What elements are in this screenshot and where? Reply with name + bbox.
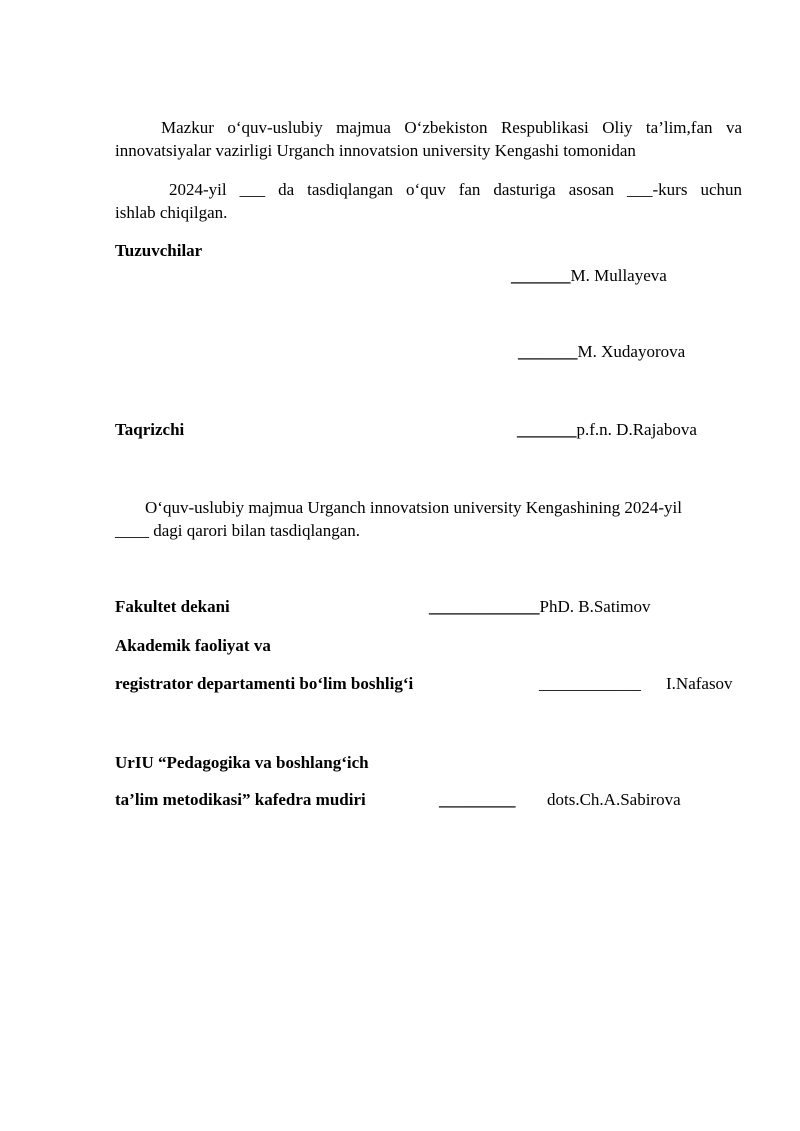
dean-name: PhD. B.Satimov — [539, 597, 651, 616]
dean-blank: _____________ — [429, 597, 540, 616]
intro-line-3: 2024-yil ___ da tasdiqlangan o‘quv fan dasturiga asosan ___-kurs uchun — [169, 180, 742, 199]
intro-line-1: Mazkur o‘quv-uslubiy majmua O‘zbekiston Respublikasi Oliy ta’lim,fan va — [161, 118, 742, 137]
approval-line-1: O‘quv-uslubiy majmua Urganch innovatsion university Kengashining 2024-yil — [145, 498, 683, 517]
reviewer-signature — [517, 420, 697, 440]
chair-name: dots.Ch.A.Sabirova — [547, 790, 681, 809]
authors-heading: Tuzuvchilar — [115, 241, 203, 260]
author-2-signature — [518, 342, 685, 362]
reviewer-label: Taqrizchi — [115, 420, 185, 439]
intro-line-2: innovatsiyalar vazirligi Urganch innovatsion university Kengashi tomonidan — [115, 141, 636, 160]
academic-label-line-1: Akademik faoliyat va — [115, 636, 271, 655]
dean-signature — [429, 597, 651, 617]
author-1-signature — [511, 266, 667, 286]
chair-label-line-2: ta’lim metodikasi” kafedra mudiri — [115, 790, 366, 809]
intro-paragraph-2 — [115, 178, 742, 224]
author-2-name: M. Xudayorova — [577, 342, 686, 361]
intro-line-4: ishlab chiqilgan. — [115, 203, 228, 222]
author-1-blank: _______ — [511, 266, 571, 285]
academic-blank: ____________ — [539, 674, 641, 693]
author-1-name: M. Mullayeva — [570, 266, 667, 285]
approval-line-2: ____ dagi qarori bilan tasdiqlangan. — [115, 521, 361, 540]
academic-label-line-2: registrator departamenti bo‘lim boshlig‘i — [115, 674, 414, 693]
chair-blank: _________ — [439, 790, 516, 809]
dean-label: Fakultet dekani — [115, 597, 230, 616]
intro-paragraph — [115, 116, 742, 162]
reviewer-name: p.f.n. D.Rajabova — [576, 420, 697, 439]
author-2-blank: _______ — [518, 342, 578, 361]
approval-paragraph — [115, 496, 742, 542]
academic-name: I.Nafasov — [666, 674, 733, 693]
reviewer-blank: _______ — [517, 420, 577, 439]
chair-label-line-1: UrIU “Pedagogika va boshlang‘ich — [115, 753, 369, 772]
